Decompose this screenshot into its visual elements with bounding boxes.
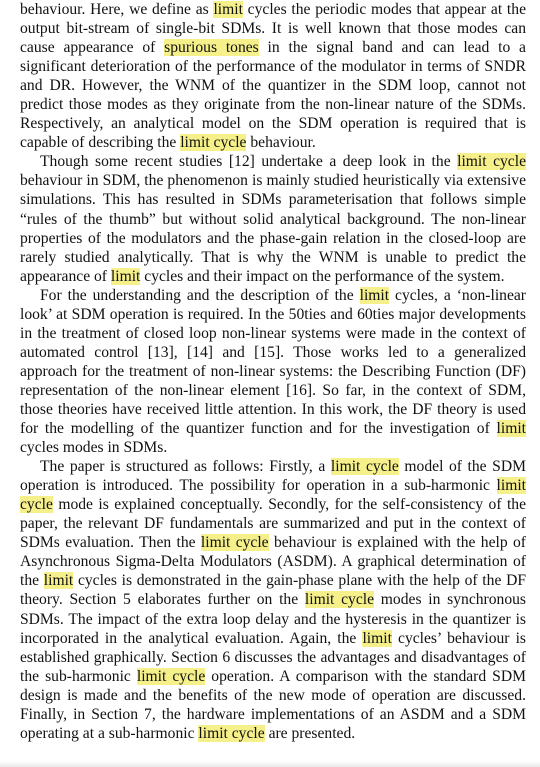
- text-run: cycles is demonstrated in the gain-phase plane with the help of the DF theory. Section 5 elaborates further on the: [20, 572, 527, 609]
- text-run: in the signal band and can lead to a significant deterioration of the performance of the modulator in terms of SNDR and DR. However, the WNM of the quantizer in the SDM loop, cannot not predict those modes as they originate from the non-linear nature of the SDMs. Respectively, an analytical model on the SDM operation is required that is capable of describing the: [20, 39, 526, 152]
- paragraph: [20, 0, 526, 152]
- text-run: behaviour in SDM, the phenomenon is mainly studied heuristically via extensive simulations. This has resulted in SDMs parameterisation that follows simple “rules of the thumb” but without solid analytical background. The non-linear properties of the modulators and the phase-gain relation in the closed-loop are rarely studied analytically. That is why the WNM is unable to predict the appearance of: [20, 172, 526, 285]
- text-run: are presented.: [264, 724, 356, 742]
- text-run: modes in synchronous SDMs. The impact of the extra loop delay and the hysteresis in the quantizer is incorporated in the analytical evaluation. Again, the: [20, 591, 526, 647]
- text-run: cycles’ behaviour is established graphically. Section 6 discusses the advantages and disadvantages of the sub-harmonic: [20, 629, 526, 685]
- text-run: mode is explained conceptually. Secondly, for the self-consistency of the paper, the relevant DF fundamentals are summarized and put in the context of SDMs evaluation. Then the: [20, 496, 526, 552]
- text-run: The paper is structured as follows: Firstly, a: [40, 458, 331, 476]
- next-page-edge: [0, 761, 540, 767]
- highlighted-term: limit cycle: [198, 724, 265, 742]
- highlighted-term: limit: [110, 267, 141, 285]
- text-run: behaviour. Here, we define as: [20, 1, 214, 18]
- highlighted-term: limit cycle: [330, 458, 399, 476]
- highlighted-term: limit: [359, 286, 390, 304]
- text-run: behaviour is explained with the help of Asynchronous Sigma-Delta Modulators (ASDM). A graphical determination of the: [20, 534, 526, 590]
- text-run: cycles the periodic modes that appear at the output bit-stream of single-bit SDMs. It is well known that those modes can cause appearance of: [20, 1, 526, 57]
- highlighted-term: limit cycle: [200, 534, 269, 552]
- highlighted-term: limit cycle: [136, 667, 206, 685]
- text-run: cycles modes in SDMs.: [20, 439, 168, 457]
- highlighted-term: limit: [213, 1, 243, 18]
- text-run: behaviour.: [246, 134, 316, 152]
- text-run: operation. A comparison with the standard SDM design is made and the benefits of the new mode of operation are discussed. Finally, in Section 7, the hardware implementations of an ASDM and a SDM operating at a sub-harmonic: [20, 667, 526, 742]
- highlighted-term: limit cycle: [304, 591, 375, 609]
- text-run: For the understanding and the description of the: [40, 286, 360, 304]
- paragraph: [20, 152, 526, 285]
- highlighted-term: spurious tones: [164, 39, 259, 57]
- text-run: model of the SDM operation is introduced. The possibility for operation in a sub-harmonic: [20, 458, 526, 495]
- highlighted-term: limit cycle: [180, 134, 247, 152]
- highlighted-term: limit: [496, 420, 526, 438]
- highlighted-term: limit cycle: [20, 477, 526, 514]
- highlighted-term: limit: [43, 572, 74, 590]
- highlighted-term: limit cycle: [457, 153, 526, 171]
- paragraph: [20, 286, 526, 457]
- highlighted-term: limit: [362, 629, 392, 647]
- text-run: cycles and their impact on the performance of the system.: [140, 267, 505, 285]
- paragraph: [20, 457, 526, 743]
- body-text-column: [20, 0, 526, 743]
- text-run: Though some recent studies [12] undertake a deep look in the: [40, 153, 458, 171]
- text-run: cycles, a ‘non-linear look’ at SDM operation is required. In the 50ties and 60ties major developments in the treatment of closed loop non-linear systems were made in the context of automated control [13], [14] and [15]. Those works led to a generalized approach for the treatment of non-linear systems: the Describing Function (DF) representation of the non-linear element [16]. So far, in the context of SDM, those theories have received little attention. In this work, the DF theory is used for the modelling of the quantizer function and for the investigation of: [20, 286, 526, 438]
